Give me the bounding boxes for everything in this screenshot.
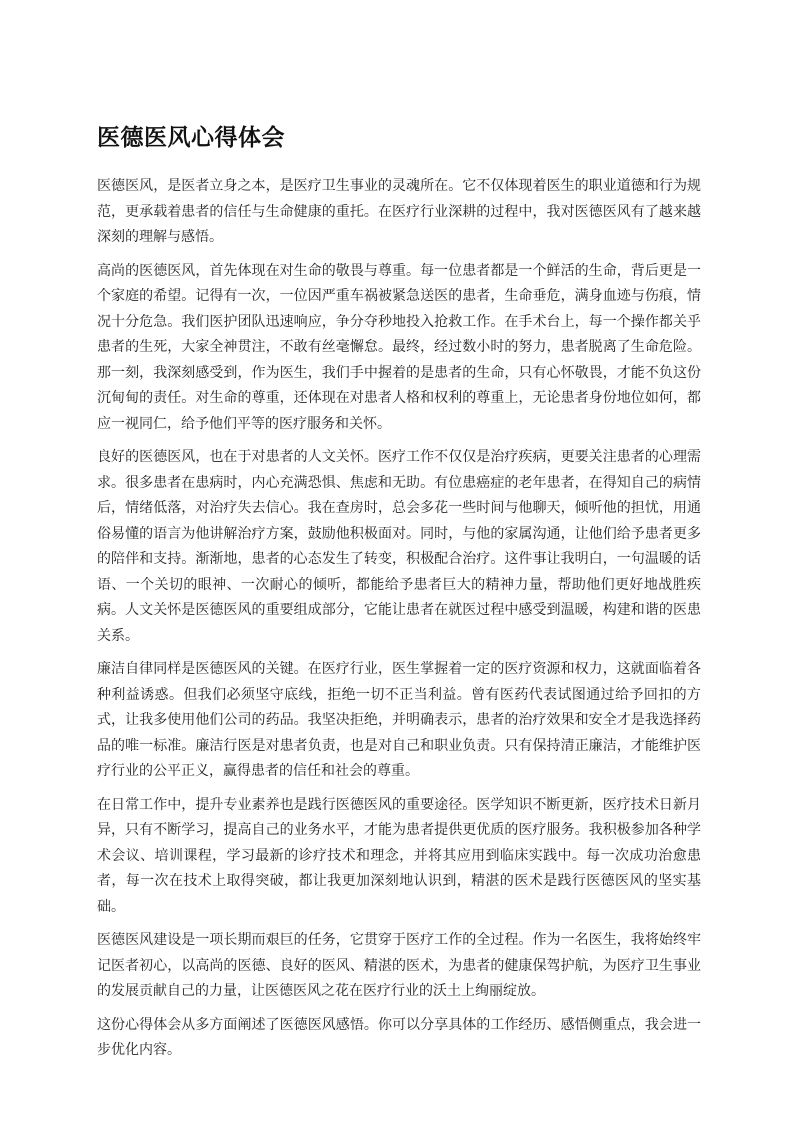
- paragraph-4: 廉洁自律同样是医德医风的关键。在医疗行业，医生掌握着一定的医疗资源和权力，这就面临着各种利益诱惑。但我们必须坚守底线，拒绝一切不正当利益。曾有医药代表试图通过给予回扣的方式，让我多使用他们公司的药品。我坚决拒绝，并明确表示，患者的治疗效果和安全才是我选择药品的唯一标准。廉洁行医是对患者负责，也是对自己和职业负责。只有保持清正廉洁，才能维护医疗行业的公平正义，赢得患者的信任和社会的尊重。: [97, 661, 701, 779]
- document-title: 医德医风心得体会: [97, 125, 285, 151]
- paragraph-3: 良好的医德医风，也在于对患者的人文关怀。医疗工作不仅仅是治疗疾病，更要关注患者的心理需求。很多患者在患病时，内心充满恐惧、焦虑和无助。有位患癌症的老年患者，在得知自己的病情后，情绪低落，对治疗失去信心。我在查房时，总会多花一些时间与他聊天，倾听他的担忧，用通俗易懂的语言为他讲解治疗方案，鼓励他积极面对。同时，与他的家属沟通，让他们给予患者更多的陪伴和支持。渐渐地，患者的心态发生了转变，积极配合治疗。这件事让我明白，一句温暖的话语、一个关切的眼神、一次耐心的倾听，都能给予患者巨大的精神力量，帮助他们更好地战胜疾病。人文关怀是医德医风的重要组成部分，它能让患者在就医过程中感受到温暖，构建和谐的医患关系。: [97, 449, 701, 644]
- document-page: [97, 122, 701, 1072]
- paragraph-5: 在日常工作中，提升专业素养也是践行医德医风的重要途径。医学知识不断更新，医疗技术日新月异，只有不断学习，提高自己的业务水平，才能为患者提供更优质的医疗服务。我积极参加各种学术会议、培训课程，学习最新的诊疗技术和理念，并将其应用到临床实践中。每一次成功治愈患者，每一次在技术上取得突破，都让我更加深刻地认识到，精湛的医术是践行医德医风的坚实基础。: [97, 796, 701, 915]
- paragraph-1: 医德医风，是医者立身之本，是医疗卫生事业的灵魂所在。它不仅体现着医生的职业道德和行为规范，更承载着患者的信任与生命健康的重托。在医疗行业深耕的过程中，我对医德医风有了越来越深刻的理解与感悟。: [97, 178, 701, 245]
- paragraph-6: 医德医风建设是一项长期而艰巨的任务，它贯穿于医疗工作的全过程。作为一名医生，我将始终牢记医者初心，以高尚的医德、良好的医风、精湛的医术，为患者的健康保驾护航，为医疗卫生事业的发展贡献自己的力量，让医德医风之花在医疗行业的沃土上绚丽绽放。: [97, 932, 701, 999]
- paragraph-7: 这份心得体会从多方面阐述了医德医风感悟。你可以分享具体的工作经历、感悟侧重点，我会进一步优化内容。: [97, 1016, 701, 1058]
- paragraph-2: 高尚的医德医风，首先体现在对生命的敬畏与尊重。每一位患者都是一个鲜活的生命，背后更是一个家庭的希望。记得有一次，一位因严重车祸被紧急送医的患者，生命垂危，满身血迹与伤痕，情况十分危急。我们医护团队迅速响应，争分夺秒地投入抢救工作。在手术台上，每一个操作都关乎患者的生死，大家全神贯注，不敢有丝毫懈怠。最终，经过数小时的努力，患者脱离了生命危险。那一刻，我深刻感受到，作为医生，我们手中握着的是患者的生命，只有心怀敬畏，才能不负这份沉甸甸的责任。对生命的尊重，还体现在对患者人格和权利的尊重上，无论患者身份地位如何，都应一视同仁，给予他们平等的医疗服务和关怀。: [97, 262, 701, 432]
